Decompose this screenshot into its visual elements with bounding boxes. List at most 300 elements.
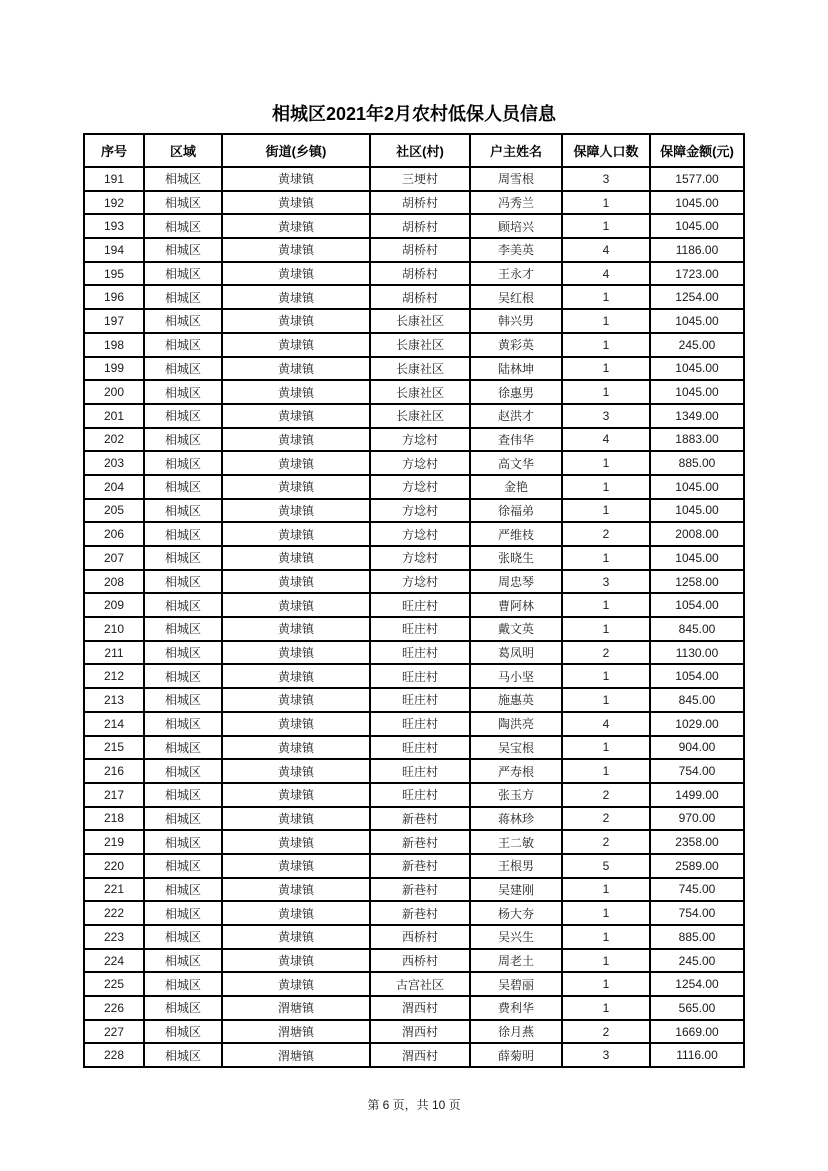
cell-population: 1 xyxy=(562,333,650,357)
cell-population: 4 xyxy=(562,262,650,286)
cell-town: 黄埭镇 xyxy=(222,285,370,309)
cell-population: 2 xyxy=(562,522,650,546)
cell-householder: 周忠琴 xyxy=(470,570,562,594)
cell-region: 相城区 xyxy=(144,996,222,1020)
cell-seq: 221 xyxy=(84,878,144,902)
cell-amount: 2589.00 xyxy=(650,854,744,878)
cell-seq: 225 xyxy=(84,972,144,996)
cell-population: 3 xyxy=(562,1043,650,1067)
cell-householder: 徐月燕 xyxy=(470,1020,562,1044)
cell-population: 1 xyxy=(562,380,650,404)
cell-population: 2 xyxy=(562,1020,650,1044)
cell-village: 西桥村 xyxy=(370,925,470,949)
cell-village: 旺庄村 xyxy=(370,759,470,783)
cell-region: 相城区 xyxy=(144,522,222,546)
cell-householder: 查伟华 xyxy=(470,428,562,452)
table-row xyxy=(84,309,744,333)
cell-region: 相城区 xyxy=(144,949,222,973)
cell-village: 旺庄村 xyxy=(370,712,470,736)
cell-amount: 1349.00 xyxy=(650,404,744,428)
table-row xyxy=(84,996,744,1020)
cell-amount: 1054.00 xyxy=(650,664,744,688)
cell-amount: 904.00 xyxy=(650,736,744,760)
column-header: 户主姓名 xyxy=(470,134,562,167)
cell-town: 黄埭镇 xyxy=(222,925,370,949)
cell-town: 黄埭镇 xyxy=(222,546,370,570)
cell-seq: 194 xyxy=(84,238,144,262)
cell-town: 黄埭镇 xyxy=(222,333,370,357)
cell-householder: 薛菊明 xyxy=(470,1043,562,1067)
cell-region: 相城区 xyxy=(144,1043,222,1067)
cell-seq: 209 xyxy=(84,593,144,617)
cell-householder: 王二敏 xyxy=(470,830,562,854)
table-row xyxy=(84,617,744,641)
cell-region: 相城区 xyxy=(144,830,222,854)
cell-village: 方埝村 xyxy=(370,428,470,452)
cell-seq: 195 xyxy=(84,262,144,286)
cell-population: 1 xyxy=(562,925,650,949)
cell-householder: 费利华 xyxy=(470,996,562,1020)
cell-town: 黄埭镇 xyxy=(222,522,370,546)
cell-region: 相城区 xyxy=(144,238,222,262)
table-row xyxy=(84,901,744,925)
cell-amount: 845.00 xyxy=(650,617,744,641)
table-row xyxy=(84,428,744,452)
cell-region: 相城区 xyxy=(144,285,222,309)
cell-population: 1 xyxy=(562,191,650,215)
table-row xyxy=(84,167,744,191)
cell-region: 相城区 xyxy=(144,357,222,381)
cell-seq: 205 xyxy=(84,499,144,523)
cell-amount: 970.00 xyxy=(650,807,744,831)
cell-seq: 197 xyxy=(84,309,144,333)
table-row xyxy=(84,664,744,688)
cell-village: 新巷村 xyxy=(370,807,470,831)
cell-seq: 222 xyxy=(84,901,144,925)
page-title: 相城区2021年2月农村低保人员信息 xyxy=(271,104,557,124)
cell-population: 4 xyxy=(562,712,650,736)
cell-amount: 845.00 xyxy=(650,688,744,712)
cell-amount: 1045.00 xyxy=(650,546,744,570)
cell-town: 黄埭镇 xyxy=(222,475,370,499)
cell-region: 相城区 xyxy=(144,736,222,760)
cell-village: 长康社区 xyxy=(370,404,470,428)
cell-amount: 1883.00 xyxy=(650,428,744,452)
table-row xyxy=(84,712,744,736)
cell-region: 相城区 xyxy=(144,191,222,215)
cell-amount: 2358.00 xyxy=(650,830,744,854)
table-row xyxy=(84,570,744,594)
cell-population: 1 xyxy=(562,593,650,617)
table-row xyxy=(84,783,744,807)
cell-householder: 顾培兴 xyxy=(470,214,562,238)
cell-town: 黄埭镇 xyxy=(222,972,370,996)
column-header: 街道(乡镇) xyxy=(222,134,370,167)
cell-region: 相城区 xyxy=(144,925,222,949)
cell-householder: 蒋林珍 xyxy=(470,807,562,831)
cell-seq: 201 xyxy=(84,404,144,428)
cell-householder: 李美英 xyxy=(470,238,562,262)
cell-seq: 223 xyxy=(84,925,144,949)
cell-householder: 张晓生 xyxy=(470,546,562,570)
cell-amount: 1029.00 xyxy=(650,712,744,736)
cell-householder: 徐福弟 xyxy=(470,499,562,523)
cell-town: 黄埭镇 xyxy=(222,238,370,262)
cell-town: 黄埭镇 xyxy=(222,641,370,665)
cell-town: 黄埭镇 xyxy=(222,854,370,878)
cell-householder: 吴兴生 xyxy=(470,925,562,949)
table-row xyxy=(84,522,744,546)
table-row xyxy=(84,285,744,309)
cell-region: 相城区 xyxy=(144,451,222,475)
cell-region: 相城区 xyxy=(144,878,222,902)
cell-region: 相城区 xyxy=(144,664,222,688)
cell-region: 相城区 xyxy=(144,475,222,499)
cell-population: 1 xyxy=(562,309,650,333)
column-header: 序号 xyxy=(84,134,144,167)
cell-householder: 黄彩英 xyxy=(470,333,562,357)
cell-householder: 施惠英 xyxy=(470,688,562,712)
cell-town: 黄埭镇 xyxy=(222,783,370,807)
cell-town: 黄埭镇 xyxy=(222,451,370,475)
cell-householder: 吴宝根 xyxy=(470,736,562,760)
cell-population: 2 xyxy=(562,783,650,807)
cell-householder: 高文华 xyxy=(470,451,562,475)
cell-village: 三埂村 xyxy=(370,167,470,191)
table-row xyxy=(84,854,744,878)
cell-householder: 张玉方 xyxy=(470,783,562,807)
cell-population: 1 xyxy=(562,759,650,783)
cell-amount: 1669.00 xyxy=(650,1020,744,1044)
cell-amount: 1258.00 xyxy=(650,570,744,594)
cell-village: 旺庄村 xyxy=(370,783,470,807)
cell-amount: 1186.00 xyxy=(650,238,744,262)
cell-seq: 228 xyxy=(84,1043,144,1067)
cell-seq: 202 xyxy=(84,428,144,452)
cell-seq: 217 xyxy=(84,783,144,807)
cell-seq: 191 xyxy=(84,167,144,191)
table-row xyxy=(84,830,744,854)
cell-householder: 曹阿林 xyxy=(470,593,562,617)
table-row xyxy=(84,925,744,949)
cell-population: 1 xyxy=(562,878,650,902)
cell-town: 黄埭镇 xyxy=(222,593,370,617)
cell-town: 黄埭镇 xyxy=(222,380,370,404)
cell-population: 2 xyxy=(562,641,650,665)
table-row xyxy=(84,1020,744,1044)
cell-village: 新巷村 xyxy=(370,830,470,854)
cell-amount: 1254.00 xyxy=(650,285,744,309)
cell-town: 黄埭镇 xyxy=(222,309,370,333)
cell-seq: 211 xyxy=(84,641,144,665)
cell-village: 旺庄村 xyxy=(370,736,470,760)
cell-population: 1 xyxy=(562,617,650,641)
cell-householder: 严维枝 xyxy=(470,522,562,546)
cell-village: 渭西村 xyxy=(370,996,470,1020)
cell-householder: 葛凤明 xyxy=(470,641,562,665)
cell-village: 旺庄村 xyxy=(370,593,470,617)
cell-region: 相城区 xyxy=(144,1020,222,1044)
cell-town: 黄埭镇 xyxy=(222,830,370,854)
table-row xyxy=(84,807,744,831)
cell-householder: 韩兴男 xyxy=(470,309,562,333)
cell-amount: 1045.00 xyxy=(650,380,744,404)
cell-amount: 1116.00 xyxy=(650,1043,744,1067)
cell-town: 渭塘镇 xyxy=(222,1020,370,1044)
cell-region: 相城区 xyxy=(144,428,222,452)
cell-region: 相城区 xyxy=(144,499,222,523)
cell-village: 旺庄村 xyxy=(370,664,470,688)
cell-region: 相城区 xyxy=(144,901,222,925)
cell-region: 相城区 xyxy=(144,262,222,286)
cell-region: 相城区 xyxy=(144,309,222,333)
cell-seq: 214 xyxy=(84,712,144,736)
cell-village: 胡桥村 xyxy=(370,238,470,262)
cell-seq: 193 xyxy=(84,214,144,238)
cell-village: 旺庄村 xyxy=(370,688,470,712)
cell-population: 1 xyxy=(562,214,650,238)
cell-town: 黄埭镇 xyxy=(222,214,370,238)
cell-village: 胡桥村 xyxy=(370,214,470,238)
cell-amount: 565.00 xyxy=(650,996,744,1020)
cell-region: 相城区 xyxy=(144,167,222,191)
table-body xyxy=(84,167,744,1067)
cell-population: 1 xyxy=(562,688,650,712)
cell-region: 相城区 xyxy=(144,641,222,665)
cell-amount: 1723.00 xyxy=(650,262,744,286)
cell-seq: 215 xyxy=(84,736,144,760)
table-row xyxy=(84,238,744,262)
cell-population: 1 xyxy=(562,451,650,475)
cell-seq: 204 xyxy=(84,475,144,499)
cell-amount: 1499.00 xyxy=(650,783,744,807)
cell-householder: 吴碧丽 xyxy=(470,972,562,996)
cell-amount: 1577.00 xyxy=(650,167,744,191)
cell-village: 方埝村 xyxy=(370,546,470,570)
cell-population: 2 xyxy=(562,830,650,854)
cell-seq: 212 xyxy=(84,664,144,688)
table-row xyxy=(84,1043,744,1067)
cell-town: 黄埭镇 xyxy=(222,357,370,381)
cell-population: 2 xyxy=(562,807,650,831)
cell-village: 渭西村 xyxy=(370,1043,470,1067)
cell-householder: 金艳 xyxy=(470,475,562,499)
cell-region: 相城区 xyxy=(144,617,222,641)
table-row xyxy=(84,451,744,475)
cell-amount: 1045.00 xyxy=(650,357,744,381)
table-row xyxy=(84,214,744,238)
cell-seq: 213 xyxy=(84,688,144,712)
cell-village: 古宫社区 xyxy=(370,972,470,996)
cell-region: 相城区 xyxy=(144,972,222,996)
cell-seq: 199 xyxy=(84,357,144,381)
table-header xyxy=(84,134,744,167)
cell-village: 方埝村 xyxy=(370,475,470,499)
column-header: 区域 xyxy=(144,134,222,167)
cell-population: 3 xyxy=(562,404,650,428)
cell-village: 新巷村 xyxy=(370,854,470,878)
cell-householder: 陶洪亮 xyxy=(470,712,562,736)
cell-amount: 1045.00 xyxy=(650,499,744,523)
cell-population: 3 xyxy=(562,570,650,594)
cell-town: 黄埭镇 xyxy=(222,664,370,688)
cell-village: 方埝村 xyxy=(370,522,470,546)
cell-population: 1 xyxy=(562,475,650,499)
cell-seq: 224 xyxy=(84,949,144,973)
cell-amount: 885.00 xyxy=(650,925,744,949)
cell-seq: 210 xyxy=(84,617,144,641)
cell-town: 黄埭镇 xyxy=(222,191,370,215)
cell-population: 1 xyxy=(562,546,650,570)
table-row xyxy=(84,499,744,523)
cell-householder: 杨大夯 xyxy=(470,901,562,925)
cell-village: 新巷村 xyxy=(370,878,470,902)
cell-amount: 885.00 xyxy=(650,451,744,475)
table-row xyxy=(84,593,744,617)
cell-town: 黄埭镇 xyxy=(222,712,370,736)
cell-householder: 周老土 xyxy=(470,949,562,973)
cell-amount: 2008.00 xyxy=(650,522,744,546)
column-header: 保障人口数 xyxy=(562,134,650,167)
table-row xyxy=(84,333,744,357)
table-row xyxy=(84,878,744,902)
cell-region: 相城区 xyxy=(144,570,222,594)
cell-amount: 1045.00 xyxy=(650,191,744,215)
cell-village: 旺庄村 xyxy=(370,617,470,641)
cell-town: 渭塘镇 xyxy=(222,996,370,1020)
cell-town: 黄埭镇 xyxy=(222,570,370,594)
cell-village: 长康社区 xyxy=(370,357,470,381)
cell-seq: 196 xyxy=(84,285,144,309)
cell-householder: 王永才 xyxy=(470,262,562,286)
column-header: 社区(村) xyxy=(370,134,470,167)
cell-amount: 245.00 xyxy=(650,333,744,357)
cell-population: 1 xyxy=(562,285,650,309)
cell-population: 1 xyxy=(562,901,650,925)
cell-town: 黄埭镇 xyxy=(222,901,370,925)
cell-village: 方埝村 xyxy=(370,499,470,523)
cell-amount: 1254.00 xyxy=(650,972,744,996)
cell-village: 方埝村 xyxy=(370,451,470,475)
cell-town: 黄埭镇 xyxy=(222,688,370,712)
cell-village: 方埝村 xyxy=(370,570,470,594)
cell-town: 黄埭镇 xyxy=(222,499,370,523)
cell-population: 1 xyxy=(562,664,650,688)
cell-householder: 吴红根 xyxy=(470,285,562,309)
table-row xyxy=(84,262,744,286)
cell-town: 黄埭镇 xyxy=(222,428,370,452)
cell-town: 黄埭镇 xyxy=(222,878,370,902)
cell-amount: 754.00 xyxy=(650,901,744,925)
cell-population: 4 xyxy=(562,428,650,452)
table-row xyxy=(84,949,744,973)
cell-village: 新巷村 xyxy=(370,901,470,925)
cell-population: 1 xyxy=(562,499,650,523)
cell-village: 长康社区 xyxy=(370,380,470,404)
cell-town: 黄埭镇 xyxy=(222,617,370,641)
cell-population: 1 xyxy=(562,357,650,381)
cell-population: 1 xyxy=(562,996,650,1020)
cell-householder: 周雪根 xyxy=(470,167,562,191)
table-row xyxy=(84,191,744,215)
cell-town: 渭塘镇 xyxy=(222,1043,370,1067)
page-number: 第 6 页，共 10 页 xyxy=(367,1098,461,1113)
cell-village: 胡桥村 xyxy=(370,262,470,286)
cell-town: 黄埭镇 xyxy=(222,404,370,428)
cell-region: 相城区 xyxy=(144,712,222,736)
cell-village: 旺庄村 xyxy=(370,641,470,665)
cell-amount: 1045.00 xyxy=(650,214,744,238)
cell-region: 相城区 xyxy=(144,404,222,428)
cell-region: 相城区 xyxy=(144,214,222,238)
table-row xyxy=(84,475,744,499)
cell-town: 黄埭镇 xyxy=(222,262,370,286)
cell-region: 相城区 xyxy=(144,380,222,404)
cell-householder: 赵洪才 xyxy=(470,404,562,428)
cell-village: 胡桥村 xyxy=(370,285,470,309)
table-row xyxy=(84,688,744,712)
cell-population: 3 xyxy=(562,167,650,191)
table-row xyxy=(84,736,744,760)
cell-householder: 戴文英 xyxy=(470,617,562,641)
cell-seq: 216 xyxy=(84,759,144,783)
cell-amount: 245.00 xyxy=(650,949,744,973)
cell-town: 黄埭镇 xyxy=(222,949,370,973)
table-row xyxy=(84,759,744,783)
cell-region: 相城区 xyxy=(144,688,222,712)
cell-region: 相城区 xyxy=(144,759,222,783)
cell-seq: 203 xyxy=(84,451,144,475)
table-row xyxy=(84,380,744,404)
cell-town: 黄埭镇 xyxy=(222,807,370,831)
cell-region: 相城区 xyxy=(144,854,222,878)
cell-region: 相城区 xyxy=(144,783,222,807)
cell-seq: 218 xyxy=(84,807,144,831)
cell-householder: 冯秀兰 xyxy=(470,191,562,215)
cell-seq: 208 xyxy=(84,570,144,594)
cell-seq: 227 xyxy=(84,1020,144,1044)
cell-region: 相城区 xyxy=(144,546,222,570)
cell-village: 胡桥村 xyxy=(370,191,470,215)
cell-seq: 192 xyxy=(84,191,144,215)
cell-amount: 754.00 xyxy=(650,759,744,783)
table-row xyxy=(84,972,744,996)
cell-seq: 198 xyxy=(84,333,144,357)
cell-region: 相城区 xyxy=(144,807,222,831)
cell-amount: 1045.00 xyxy=(650,475,744,499)
cell-town: 黄埭镇 xyxy=(222,759,370,783)
cell-population: 1 xyxy=(562,949,650,973)
cell-seq: 207 xyxy=(84,546,144,570)
cell-region: 相城区 xyxy=(144,593,222,617)
header-row xyxy=(84,134,744,167)
cell-householder: 王根男 xyxy=(470,854,562,878)
cell-amount: 1045.00 xyxy=(650,309,744,333)
cell-amount: 1130.00 xyxy=(650,641,744,665)
cell-seq: 219 xyxy=(84,830,144,854)
cell-householder: 马小坚 xyxy=(470,664,562,688)
cell-seq: 200 xyxy=(84,380,144,404)
cell-village: 长康社区 xyxy=(370,333,470,357)
cell-seq: 226 xyxy=(84,996,144,1020)
cell-seq: 220 xyxy=(84,854,144,878)
cell-village: 西桥村 xyxy=(370,949,470,973)
cell-village: 渭西村 xyxy=(370,1020,470,1044)
table-row xyxy=(84,641,744,665)
cell-householder: 陆林坤 xyxy=(470,357,562,381)
cell-town: 黄埭镇 xyxy=(222,167,370,191)
cell-householder: 吴建刚 xyxy=(470,878,562,902)
